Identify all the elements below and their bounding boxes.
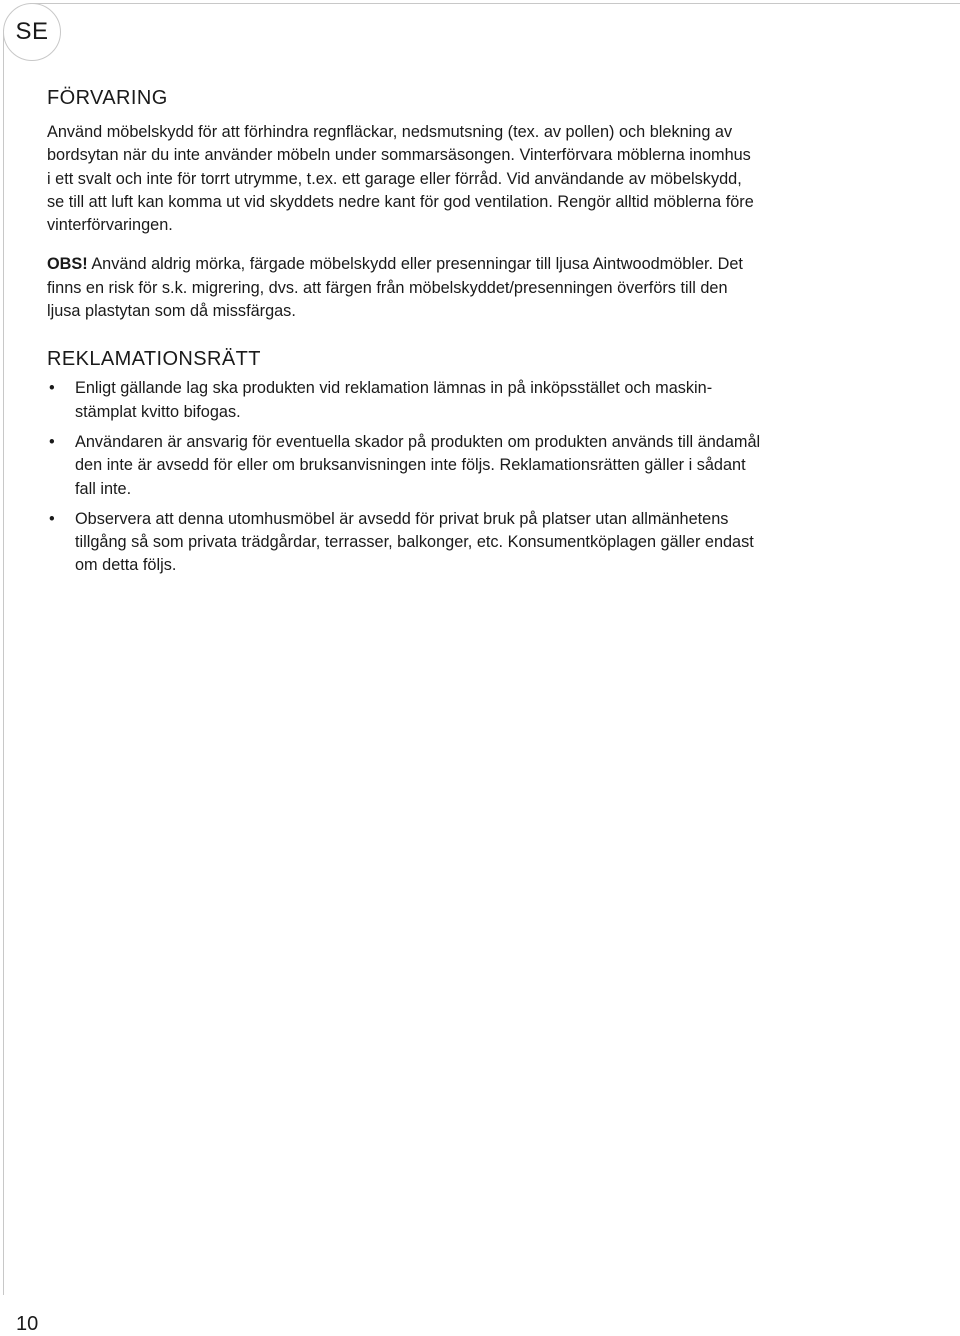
bullet-icon: •	[49, 509, 55, 528]
bullet-icon: •	[49, 379, 55, 398]
left-border-line	[3, 30, 4, 1295]
warranty-heading: REKLAMATIONSRÄTT	[47, 348, 261, 371]
language-code: SE	[15, 18, 49, 45]
storage-line: se till att luft kan komma ut vid skyddets nedre kant för god ventilation. Rengör alltid möblerna före	[47, 192, 754, 211]
storage-line: i ett svalt och inte för torrt utrymme, t.ex. ett garage eller förråd. Vid användande av möbelskydd,	[47, 169, 742, 188]
storage-line: bordsytan när du inte använder möbeln under sommarsäsongen. Vinterförvara möblerna inomhus	[47, 146, 751, 165]
list-item-line: fall inte.	[75, 479, 132, 498]
storage-paragraph	[47, 121, 927, 237]
language-badge	[3, 3, 61, 61]
list-item-line: den inte är avsedd för eller om bruksanvisningen inte följs. Reklamationsrätten gäller i sådant	[75, 456, 746, 475]
list-item-line: Användaren är ansvarig för eventuella skador på produkten om produkten används till ändamål	[75, 432, 761, 451]
list-item-line: tillgång så som privata trädgårdar, terrasser, balkonger, etc. Konsumentköplagen gäller endast	[75, 533, 754, 552]
obs-line: Använd aldrig mörka, färgade möbelskydd eller presenningar till ljusa Aintwoodmöbler. Det	[87, 255, 743, 274]
page-content	[47, 84, 927, 585]
storage-section	[47, 84, 927, 323]
bullet-icon: •	[49, 432, 55, 451]
obs-line: finns en risk för s.k. migrering, dvs. att färgen från möbelskyddet/presenningen överförs till den	[47, 278, 728, 297]
top-border-line	[30, 3, 960, 4]
list-item	[47, 377, 927, 424]
list-item	[47, 431, 927, 501]
storage-line: vinterförvaringen.	[47, 216, 173, 235]
page-number: 10	[16, 1313, 39, 1335]
warranty-list	[47, 377, 927, 577]
obs-paragraph	[47, 253, 927, 323]
list-item-line: stämplat kvitto bifogas.	[75, 402, 241, 421]
storage-heading: FÖRVARING	[47, 87, 168, 109]
obs-label: OBS!	[47, 255, 88, 274]
list-item-line: Observera att denna utomhusmöbel är avsedd för privat bruk på platser utan allmänhetens	[75, 509, 729, 528]
obs-line: ljusa plastytan som då missfärgas.	[47, 302, 296, 321]
list-item-line: Enligt gällande lag ska produkten vid reklamation lämnas in på inköpsstället och maskin-	[75, 379, 713, 398]
storage-line: Använd möbelskydd för att förhindra regnfläckar, nedsmutsning (tex. av pollen) och blekning av	[47, 123, 733, 141]
list-item	[47, 508, 927, 578]
list-item-line: om detta följs.	[75, 556, 177, 575]
warranty-section	[47, 345, 927, 577]
